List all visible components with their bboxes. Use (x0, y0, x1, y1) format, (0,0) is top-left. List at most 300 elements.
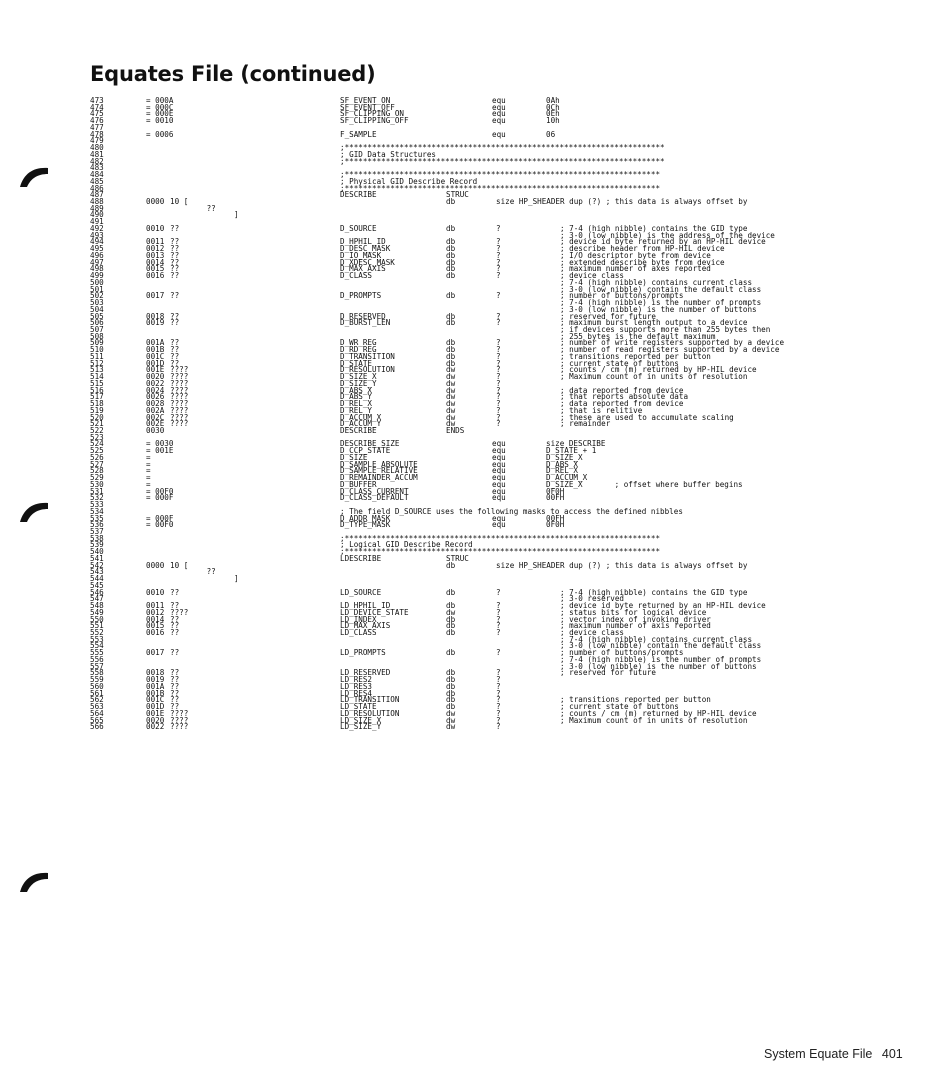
label: D_MAX_AXIS (340, 264, 386, 274)
address: 002E (146, 419, 165, 429)
operand: ? (496, 399, 501, 409)
listing-line (90, 681, 860, 691)
operand: ? (496, 419, 501, 429)
line-number: 534 (90, 506, 104, 516)
line-number: 532 (90, 493, 104, 503)
opcode: dw (446, 372, 456, 382)
opcode: db (446, 250, 456, 260)
address: 0022 (146, 378, 165, 388)
label: LD_PROMPTS (340, 648, 386, 658)
line-number: 536 (90, 520, 104, 530)
comment: ; 7-4 (high nibble) contains the GID type (560, 587, 748, 597)
comment: ; maximum burst length output to a device (560, 318, 748, 328)
line-number: 530 (90, 479, 104, 489)
line-number: 484 (90, 170, 104, 180)
line-number: 503 (90, 298, 104, 308)
label: D_TRANSITION (340, 351, 395, 361)
comment: ; reserved for future (560, 311, 657, 321)
line-number: 526 (90, 452, 104, 462)
line-number: 544 (90, 574, 104, 584)
line-number: 490 (90, 210, 104, 220)
label: ;********************************************************************* (340, 533, 661, 543)
object-code: ?? (170, 628, 180, 638)
address: 001C (146, 351, 165, 361)
line-number: 547 (90, 594, 104, 604)
comment: ; these are used to accumulate scaling (560, 412, 734, 422)
label: LD_RES3 (340, 681, 373, 691)
listing-line (90, 412, 860, 422)
address: 0019 (146, 318, 165, 328)
listing-line (90, 603, 860, 610)
comment: ; 3-0 (low nibble) is the address of the device (560, 230, 775, 240)
label: D_REL_X (340, 399, 373, 409)
listing-line (90, 587, 860, 597)
comment: ; I/O descriptor byte from device (560, 250, 711, 260)
listing-line (90, 385, 860, 395)
listing-line (90, 351, 860, 361)
opcode: db (446, 223, 456, 233)
equ-opcode: equ (492, 486, 506, 496)
listing-line (90, 401, 860, 408)
opcode: db (446, 291, 456, 301)
operand: size HP_SHEADER dup (?) ; this data is always offset by (496, 197, 748, 207)
label: D_RESERVED (340, 311, 386, 321)
opcode: dw (446, 708, 456, 718)
object-code: ?? (170, 621, 180, 631)
line-number: 476 (90, 116, 104, 126)
listing-line (90, 715, 860, 725)
listing-line (90, 607, 860, 617)
label: SF_CLIPPING_OFF (340, 116, 409, 126)
equ-opcode: equ (492, 493, 506, 503)
comment: ; maximum number of axes reported (560, 264, 711, 274)
operand: ? (496, 372, 501, 382)
comment: ; 255 bytes is the default maximum (560, 331, 716, 341)
address: 0016 (146, 271, 165, 281)
listing-line (90, 441, 860, 448)
listing-line (90, 239, 860, 246)
object-code: ?? (170, 668, 180, 678)
address: 0017 (146, 648, 165, 658)
address: 001B (146, 345, 165, 355)
label: ;********************************************************************* (340, 183, 661, 193)
label: D_CLASS_DEFAULT (340, 493, 409, 503)
line-number: 517 (90, 392, 104, 402)
line-number: 488 (90, 197, 104, 207)
line-number: 479 (90, 136, 104, 146)
address: 0015 (146, 621, 165, 631)
equ-value: 0Eh (546, 109, 560, 119)
listing-line (90, 212, 860, 219)
address: 0024 (146, 385, 165, 395)
operand: ? (496, 244, 501, 254)
operand: ? (496, 715, 501, 725)
label: D_WR_REG (340, 338, 377, 348)
address: 0000 (146, 197, 165, 207)
address: = 0010 (146, 116, 174, 126)
line-number: 557 (90, 661, 104, 671)
address: 001A (146, 338, 165, 348)
address: 0016 (146, 628, 165, 638)
equ-value: size DESCRIBE (546, 439, 606, 449)
label: D_SOURCE (340, 223, 377, 233)
address: = 00F0 (146, 486, 174, 496)
object-code: ?? (170, 587, 180, 597)
opcode: db (446, 614, 456, 624)
label: LD_SIZE_Y (340, 722, 382, 732)
line-number: 528 (90, 466, 104, 476)
listing-line (90, 448, 860, 455)
operand: ? (496, 675, 501, 685)
opcode: dw (446, 399, 456, 409)
line-number: 509 (90, 338, 104, 348)
comment: ; current state of buttons (560, 358, 679, 368)
line-number: 508 (90, 331, 104, 341)
listing-line (90, 513, 860, 523)
operand: ? (496, 385, 501, 395)
line-number: 502 (90, 291, 104, 301)
operand: ? (496, 351, 501, 361)
comment: ; current state of buttons (560, 702, 679, 712)
label: D_SAMPLE_ABSOLUTE (340, 459, 418, 469)
comment: ; 7-4 (high nibble) contains current class (560, 277, 753, 287)
operand: ? (496, 365, 501, 375)
opcode: db (446, 358, 456, 368)
comment: ; transitions reported per button (560, 351, 711, 361)
label: ; The field D_SOURCE uses the following masks to access the defined nibbles (340, 506, 683, 516)
label: F_SAMPLE (340, 129, 377, 139)
object-code: ???? (170, 385, 189, 395)
label: DESCRIBE_SIZE (340, 439, 400, 449)
comment: ; device id byte returned by an HP-HIL device (560, 237, 766, 247)
label: LD_CLASS (340, 628, 377, 638)
opcode: db (446, 351, 456, 361)
address: 0015 (146, 264, 165, 274)
opcode: db (446, 271, 456, 281)
opcode: db (446, 601, 456, 611)
opcode: STRUC (446, 190, 469, 200)
object-code: ???? (170, 419, 189, 429)
listing-line (90, 183, 860, 193)
comment: ; remainder (560, 419, 611, 429)
object-code: ???? (170, 715, 189, 725)
punch-hole-mark-icon (18, 870, 48, 892)
listing-line (90, 266, 860, 273)
opcode: db (446, 695, 456, 705)
line-number: 492 (90, 223, 104, 233)
object-code: ?? (170, 675, 180, 685)
equ-value: 00FH (546, 493, 565, 503)
listing-line (90, 250, 860, 260)
object-code: ?? (170, 614, 180, 624)
object-code: ?? (170, 311, 180, 321)
line-number: 563 (90, 702, 104, 712)
comment: ; counts / cm (m) returned by HP-HIL device (560, 708, 757, 718)
address: 0020 (146, 372, 165, 382)
address: = 00F0 (146, 520, 174, 530)
operand: size HP_SHEADER dup (?) ; this data is always offset by (496, 560, 748, 570)
line-number: 566 (90, 722, 104, 732)
comment: ; 7-4 (high nibble) contains the GID type (560, 223, 748, 233)
comment: ; that is relitive (560, 405, 643, 415)
line-number: 510 (90, 345, 104, 355)
listing-line (90, 122, 860, 132)
line-number: 498 (90, 264, 104, 274)
line-number: 516 (90, 385, 104, 395)
line-number: 543 (90, 567, 104, 577)
equ-opcode: equ (492, 466, 506, 476)
label: D_BURST_LEN (340, 318, 391, 328)
comment: ; number of buttons/prompts (560, 648, 684, 658)
line-number: 520 (90, 412, 104, 422)
address: 0011 (146, 237, 165, 247)
comment: ; data reported from device (560, 385, 684, 395)
opcode: db (446, 648, 456, 658)
line-number: 551 (90, 621, 104, 631)
listing-line (90, 129, 860, 139)
equ-value: 00FH (546, 513, 565, 523)
label: DESCRIBE (340, 190, 377, 200)
comment: ; extended describe byte from device (560, 257, 725, 267)
equ-opcode: equ (492, 129, 506, 139)
operand: ? (496, 318, 501, 328)
object-code: ?? (170, 244, 180, 254)
object-code: ???? (170, 378, 189, 388)
line-number: 540 (90, 547, 104, 557)
address: 0014 (146, 614, 165, 624)
opcode: db (446, 702, 456, 712)
comment: ; if devices supports more than 255 bytes then (560, 324, 771, 334)
comment: ; number of write registers supported by a device (560, 338, 785, 348)
opcode: dw (446, 365, 456, 375)
line-number: 531 (90, 486, 104, 496)
label: LD_RESOLUTION (340, 708, 400, 718)
line-number: 487 (90, 190, 104, 200)
opcode: dw (446, 715, 456, 725)
comment: ; that reports absolute data (560, 392, 689, 402)
listing-line (90, 475, 860, 482)
line-number: 549 (90, 607, 104, 617)
equ-value: 06 (546, 129, 556, 139)
line-number: 525 (90, 446, 104, 456)
comment: ; Maximum count of in units of resolution (560, 372, 748, 382)
operand: ? (496, 345, 501, 355)
opcode: db (446, 318, 456, 328)
equ-opcode: equ (492, 452, 506, 462)
equ-opcode: equ (492, 102, 506, 112)
listing-line (90, 495, 860, 502)
address: 0000 (146, 560, 165, 570)
opcode: dw (446, 722, 456, 732)
footer-label: System Equate File (764, 1047, 873, 1061)
operand: ? (496, 311, 501, 321)
listing-line (90, 506, 860, 516)
opcode: dw (446, 607, 456, 617)
comment: ; reserved for future (560, 668, 657, 678)
equ-opcode: equ (492, 473, 506, 483)
comment: ; maximum number of axis reported (560, 621, 711, 631)
opcode: db (446, 345, 456, 355)
opcode: db (446, 257, 456, 267)
operand: ? (496, 722, 501, 732)
line-number: 518 (90, 399, 104, 409)
page-footer (758, 1047, 903, 1061)
line-number: 538 (90, 533, 104, 543)
opcode: db (446, 668, 456, 678)
address: 0018 (146, 311, 165, 321)
object-code: 10 [ (170, 197, 189, 207)
label: LD_RES4 (340, 688, 373, 698)
opcode: db (446, 675, 456, 685)
listing-line (90, 479, 860, 489)
listing-line (90, 486, 860, 496)
opcode: dw (446, 412, 456, 422)
listing-line (90, 405, 860, 415)
line-number: 554 (90, 641, 104, 651)
listing-line (90, 257, 860, 267)
listing-line (90, 432, 860, 442)
label: ; Logical GID Describe Record (340, 540, 473, 550)
equ-value: 10h (546, 116, 560, 126)
label: D_SIZE_Y (340, 378, 377, 388)
label: D_RD_REG (340, 345, 377, 355)
operand: ? (496, 702, 501, 712)
comment: ; 7-4 (high nibble) is the number of prompts (560, 298, 762, 308)
object-code: ???? (170, 399, 189, 409)
equ-value: D_SIZE_X (546, 452, 583, 462)
object-code: ?? (170, 351, 180, 361)
line-number: 564 (90, 708, 104, 718)
address: 002A (146, 405, 165, 415)
listing-line (90, 374, 860, 381)
listing-line (90, 324, 860, 334)
address: 0018 (146, 668, 165, 678)
address: = (146, 459, 151, 469)
line-number: 527 (90, 459, 104, 469)
object-code: ?? (170, 681, 180, 691)
comment: ; device class (560, 271, 625, 281)
label: D_ADDR_MASK (340, 513, 391, 523)
line-number: 523 (90, 432, 104, 442)
label: ;********************************************************************* (340, 547, 661, 557)
line-number: 552 (90, 628, 104, 638)
label: LD_INDEX (340, 614, 377, 624)
listing-line (90, 304, 860, 314)
line-number: 515 (90, 378, 104, 388)
object-code: ???? (170, 405, 189, 415)
label: ;********************************************************************** (340, 156, 665, 166)
label: D_STATE (340, 358, 373, 368)
line-number: 493 (90, 230, 104, 240)
object-code: ?? (170, 358, 180, 368)
equ-value: 0Ch (546, 102, 560, 112)
object-code: ?? (170, 688, 180, 698)
comment: ; 3-0 (low nibble) contain the default class (560, 641, 762, 651)
opcode: db (446, 311, 456, 321)
equ-opcode: equ (492, 116, 506, 126)
address: 0013 (146, 250, 165, 260)
line-number: 535 (90, 513, 104, 523)
line-number: 511 (90, 351, 104, 361)
line-number: 496 (90, 250, 104, 260)
object-code: ?? (170, 271, 180, 281)
line-number: 546 (90, 587, 104, 597)
opcode: db (446, 264, 456, 274)
listing-line (90, 459, 860, 469)
line-number: 478 (90, 129, 104, 139)
equ-value: 0Ah (546, 96, 560, 105)
operand: ? (496, 378, 501, 388)
address: 001D (146, 702, 165, 712)
object-code: ???? (170, 708, 189, 718)
object-code: ?? (170, 601, 180, 611)
address: 0030 (146, 425, 165, 435)
label: D_IO_MASK (340, 250, 382, 260)
comment: ; counts / cm (m) returned by HP-HIL device (560, 365, 757, 375)
line-number: 473 (90, 96, 104, 105)
operand: ? (496, 621, 501, 631)
address: = 000A (146, 96, 174, 105)
listing-line (90, 643, 860, 650)
label: D_CLASS (340, 271, 373, 281)
listing-line (90, 421, 860, 428)
line-number: 555 (90, 648, 104, 658)
line-number: 550 (90, 614, 104, 624)
operand: ? (496, 250, 501, 260)
operand: ? (496, 688, 501, 698)
listing-line (90, 576, 860, 583)
opcode: dw (446, 385, 456, 395)
label: SF_CLIPPING_ON (340, 109, 405, 119)
address: 0014 (146, 257, 165, 267)
line-number: 542 (90, 560, 104, 570)
label: LD_MAX_AXIS (340, 621, 391, 631)
address: = 000F (146, 513, 174, 523)
label: D_BUFFER (340, 479, 377, 489)
operand: ? (496, 681, 501, 691)
address: 001C (146, 695, 165, 705)
punch-hole-mark-icon (18, 500, 48, 522)
address: 0011 (146, 601, 165, 611)
listing-line (90, 378, 860, 388)
label: D_CCP_STATE (340, 446, 391, 456)
address: 001E (146, 365, 165, 375)
comment: ; data reported from device (560, 399, 684, 409)
line-number: 486 (90, 183, 104, 193)
label: D_ABS_Y (340, 392, 373, 402)
label: LDESCRIBE (340, 553, 382, 563)
label: ; Physical GID Describe Record (340, 176, 478, 186)
listing-line (90, 246, 860, 253)
equ-value: D_ACCUM_X (546, 473, 588, 483)
opcode: db (446, 560, 456, 570)
comment: ; status bits for logical device (560, 607, 707, 617)
line-number: 481 (90, 149, 104, 159)
object-code: ?? (170, 648, 180, 658)
line-number: 522 (90, 425, 104, 435)
line-number: 495 (90, 244, 104, 254)
label: LD_TRANSITION (340, 695, 400, 705)
listing-line (90, 156, 860, 166)
label: SF_EVENT_ON (340, 96, 391, 105)
label: D_SIZE (340, 452, 368, 462)
label: D_ACCUM_X (340, 412, 382, 422)
operand: ? (496, 708, 501, 718)
operand: ? (496, 338, 501, 348)
line-number: 561 (90, 688, 104, 698)
opcode: dw (446, 378, 456, 388)
label: LD_DEVICE_STATE (340, 607, 409, 617)
